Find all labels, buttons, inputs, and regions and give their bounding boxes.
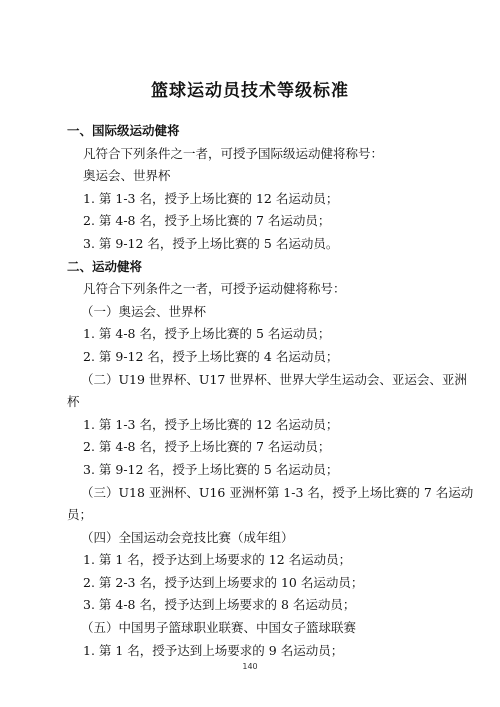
list-item: 1. 第 1-3 名，授予上场比赛的 12 名运动员；: [83, 416, 339, 432]
list-item: 2. 第 9-12 名，授予上场比赛的 4 名运动员；: [83, 348, 339, 364]
list-item: 1. 第 1 名，授予达到上场要求的 12 名运动员；: [83, 552, 352, 568]
paragraph-line: 凡符合下列条件之一者，可授予国际级运动健将称号：: [83, 145, 384, 161]
page-number: 140: [242, 662, 258, 671]
section-heading-2: 二、运动健将: [67, 258, 143, 274]
paragraph-line: 奥运会、世界杯: [83, 168, 171, 184]
subsection-heading: （三）U18 亚洲杯、U16 亚洲杯第 1-3 名，授予上场比赛的 7 名运动: [81, 484, 474, 500]
list-item: 3. 第 4-8 名，授予达到上场要求的 8 名运动员；: [83, 597, 356, 613]
section-heading-1: 一、国际级运动健将: [67, 123, 180, 138]
subsection-heading: （一）奥运会、世界杯: [81, 303, 207, 319]
paragraph-line: 凡符合下列条件之一者，可授予运动健将称号：: [83, 281, 346, 297]
list-item: 1. 第 1-3 名，授予上场比赛的 12 名运动员；: [83, 190, 339, 206]
list-item: 2. 第 2-3 名，授予达到上场要求的 10 名运动员；: [83, 574, 364, 590]
document-body: [67, 120, 474, 662]
subsection-heading: （五）中国男子篮球职业联赛、中国女子篮球联赛: [81, 620, 357, 636]
subsection-heading-continued: 员；: [67, 507, 93, 523]
list-item: 3. 第 9-12 名，授予上场比赛的 5 名运动员。: [83, 235, 339, 251]
list-item: 2. 第 4-8 名，授予上场比赛的 7 名运动员；: [83, 213, 331, 229]
subsection-heading-continued: 杯: [67, 394, 80, 410]
list-item: 3. 第 9-12 名，授予上场比赛的 5 名运动员；: [83, 461, 339, 477]
page-title: 篮球运动员技术等级标准: [151, 81, 349, 101]
list-item: 1. 第 4-8 名，授予上场比赛的 5 名运动员；: [83, 326, 331, 342]
list-item: 1. 第 1 名，授予达到上场要求的 9 名运动员；: [83, 642, 344, 658]
subsection-heading: （四）全国运动会竞技比赛（成年组）: [81, 529, 294, 545]
subsection-heading: （二）U19 世界杯、U17 世界杯、世界大学生运动会、亚运会、亚洲: [81, 371, 467, 387]
list-item: 2. 第 4-8 名，授予上场比赛的 7 名运动员；: [83, 439, 331, 455]
